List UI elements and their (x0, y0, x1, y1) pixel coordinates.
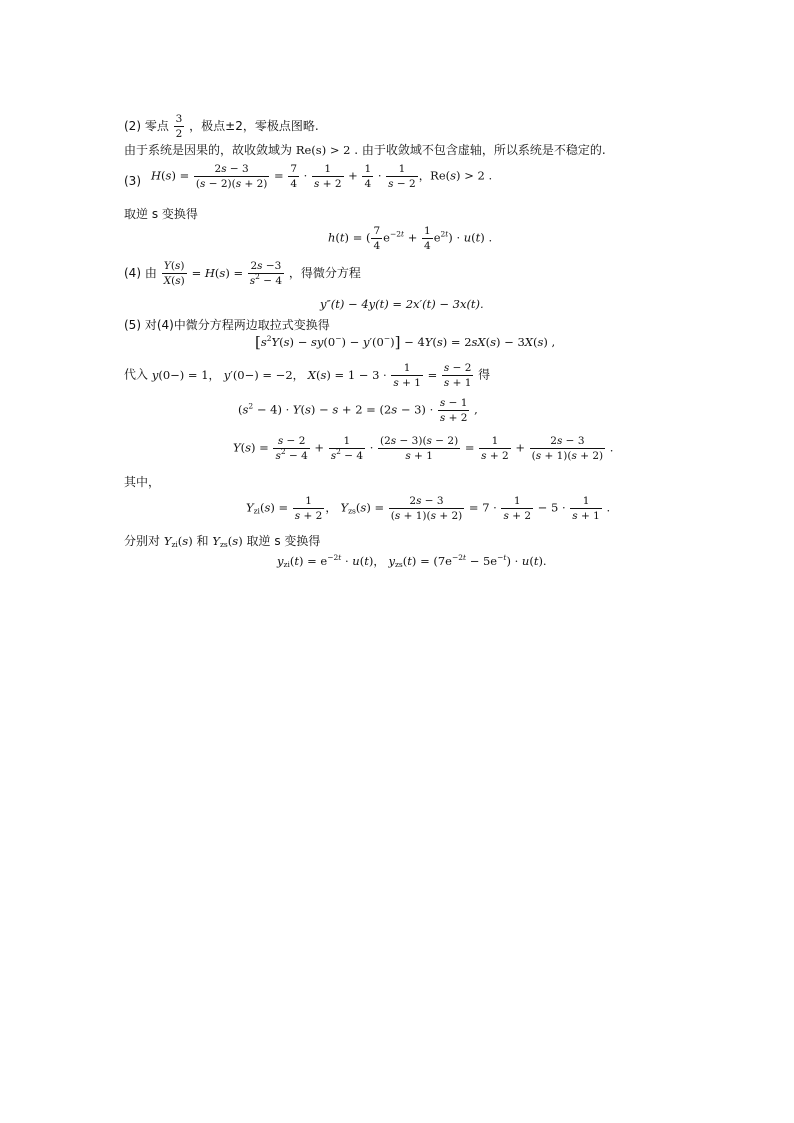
zero-fraction (174, 113, 185, 140)
laplace-transform-equation: $[s^2Y(s) - sy(0^-) - y'(0^-)] - 4Y(s) = 2sX(s) - 3X(s)$ , (255, 333, 556, 351)
substitution-line: 代入 y(0−) = 1， y′(0−) = −2， X(s) = 1 − 3 · $\frac{1}{s + 1}$ = $\frac{s - 2}{s + 1}$ 得 (124, 362, 491, 389)
separate-text-c: 取逆 s 变换得 (246, 534, 321, 548)
causal-text-a: 由于系统是因果的，故收敛域为 (124, 143, 293, 157)
separate-inverse-line: 分别对 $Y_{zi}(s)$ 和 $Y_{zs}(s)$ 取逆 s 变换得 (124, 534, 321, 549)
time-domain-responses: $y_{zi}(t) = e^{-2t} \cdot u(t)$， $y_{zs}(t) = (7e^{-2t} - 5e^{-t}) \cdot u(t)$. (277, 553, 547, 569)
part3-label: (3) (124, 174, 141, 188)
transfer-function-expansion: H(s) = $\frac{2s - 3}{(s - 2)(s + 2)}$ = $\frac{7}{4}$ · $\frac{1}{s + 2}$ + $\frac{1}{4}$ · $\frac{1}{s - 2}$ ，Re(s) > 2 . (151, 163, 493, 190)
substitution-text-b: 得 (478, 367, 491, 382)
part2-text-a: (2) 零点 (124, 119, 169, 133)
part4-line: (4) 由 $\frac{Y(s)}{X(s)}$ = H(s) = $\frac{2s -3}{s^2 - 4}$ ，得微分方程 (124, 260, 361, 287)
part4-text-a: (4) 由 (124, 266, 157, 280)
separate-text-b: 和 (196, 534, 209, 548)
substituted-equation: $(s^2 - 4) \cdot Y(s) - s + 2 = (2s - 3)$ · $\frac{s - 1}{s + 2}$ , (238, 397, 478, 424)
part4-text-b: ，得微分方程 (288, 266, 361, 280)
where-text: 其中， (124, 475, 161, 489)
differential-equation: y″(t) − 4y(t) = 2x′(t) − 3x(t). (320, 297, 484, 311)
zero-denominator: 2 (175, 128, 183, 140)
causal-text-b: . 由于收敛域不包含虚轴，所以系统是不稳定的. (354, 143, 606, 157)
part5-text: (5) 对(4)中微分方程两边取拉式变换得 (124, 318, 330, 332)
part2-line (124, 113, 319, 140)
impulse-response: h(t) = ( $\frac{7}{4}$ $e^{-2t}$ + $\frac{1}{4}$ $e^{2t}) \cdot u(t)$ . (328, 225, 493, 252)
zero-numerator: 3 (175, 113, 183, 125)
zero-input-zero-state-transforms: $Y_{zi}(s)$ = $\frac{1}{s + 2}$ ， $Y_{zs}(s)$ = $\frac{2s - 3}{(s + 1)(s + 2)}$ = 7 · $\frac{1}{s + 2}$ − 5 · $\frac{1}{s + 1}$ . (246, 495, 611, 522)
output-transform: Y(s) = $\frac{s - 2}{s^2 - 4}$ + $\frac{1}{s^2 - 4}$ · $\frac{(2s - 3)(s - 2)}{s + 1}$ = $\frac{1}{s + 2}$ + $\frac{2s - 3}{(s + 1)(s + 2)}$ . (233, 435, 614, 462)
inverse-transform-text-1: 取逆 s 变换得 (124, 207, 198, 221)
part2-text-b: ，极点±2，零极点图略. (189, 119, 319, 133)
causal-line (124, 144, 606, 157)
separate-text-a: 分别对 (124, 534, 161, 548)
roc-expression: Re(s) > 2 (295, 143, 351, 157)
substitution-text-a: 代入 (124, 367, 149, 382)
